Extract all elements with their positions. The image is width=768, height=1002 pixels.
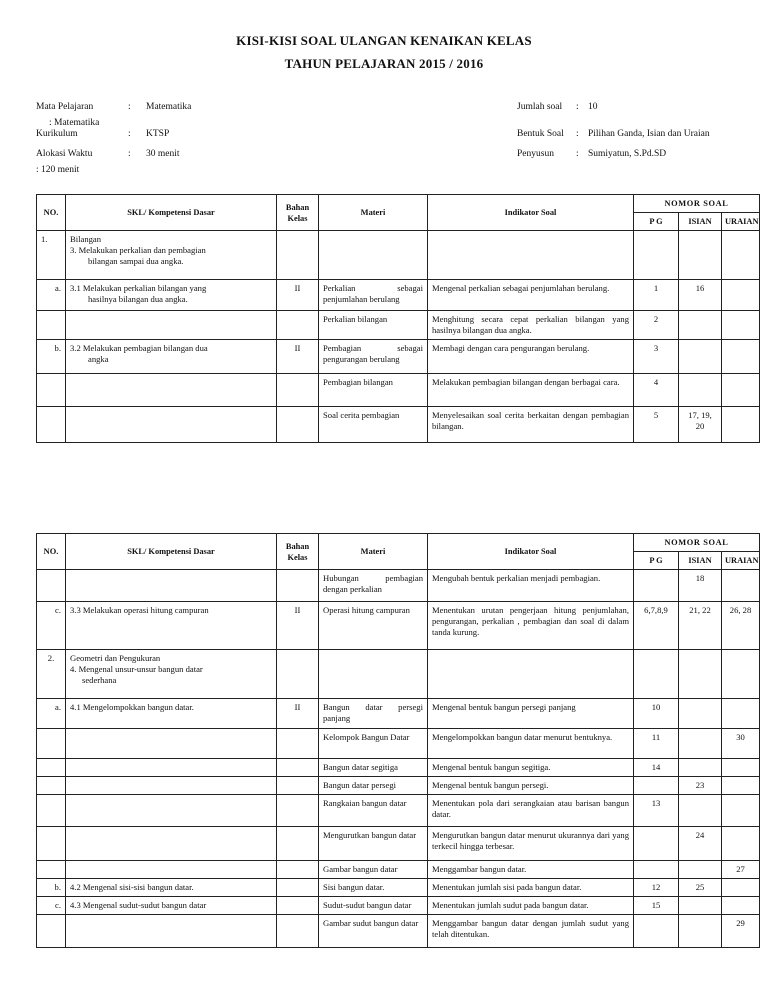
cell-indikator: Mengenal bentuk bangun segitiga. xyxy=(428,759,634,777)
cell-uraian xyxy=(722,827,760,861)
colon: : xyxy=(128,129,131,139)
document-title: KISI-KISI SOAL ULANGAN KENAIKAN KELAS xyxy=(236,33,532,48)
table-row xyxy=(37,311,760,340)
table-row xyxy=(37,570,760,602)
table-row xyxy=(37,777,760,795)
alokasi-label: Alokasi Waktu xyxy=(36,149,93,159)
cell-uraian xyxy=(722,699,760,729)
header-nomor-soal: NOMOR SOAL xyxy=(634,534,760,552)
cell-pg xyxy=(634,827,679,861)
cell-materi: Perkalian sebagai penjumlahan berulang xyxy=(319,280,428,311)
header-materi: Materi xyxy=(319,534,428,570)
table-row xyxy=(37,879,760,897)
cell-no: b. xyxy=(37,340,66,374)
table-row xyxy=(37,602,760,650)
header-skl: SKL/ Kompetensi Dasar xyxy=(66,534,277,570)
cell-isian xyxy=(679,374,722,407)
cell-isian: 18 xyxy=(679,570,722,602)
cell-indikator: Menentukan pola dari serangkaian atau barisan bangun datar. xyxy=(428,795,634,827)
cell-materi: Pembagian bilangan xyxy=(319,374,428,407)
cell-materi: Bangun datar persegi xyxy=(319,777,428,795)
cell-materi: Pembagian sebagai pengurangan berulang xyxy=(319,340,428,374)
table-row xyxy=(37,231,760,280)
cell-uraian xyxy=(722,759,760,777)
table-row xyxy=(37,861,760,879)
cell-materi: Sudut-sudut bangun datar xyxy=(319,897,428,915)
cell-indikator: Menentukan jumlah sudut pada bangun datar. xyxy=(428,897,634,915)
cell-skl: 3.2 Melakukan pembagian bilangan dua angka xyxy=(66,340,277,374)
mapel-value: Matematika xyxy=(146,102,192,112)
header-bahan-kelas: Bahan Kelas xyxy=(277,195,319,231)
cell-uraian: 30 xyxy=(722,729,760,759)
cell-pg: 15 xyxy=(634,897,679,915)
alokasi-value: 30 menit xyxy=(146,149,180,159)
cell-pg: 10 xyxy=(634,699,679,729)
cell-skl: 4.1 Mengelompokkan bangun datar. xyxy=(66,699,277,729)
header-uraian: URAIAN xyxy=(722,552,760,570)
cell-uraian xyxy=(722,897,760,915)
cell-kelas: II xyxy=(277,340,319,374)
mapel-extra: : Matematika xyxy=(49,118,100,128)
cell-no: b. xyxy=(37,879,66,897)
table-row xyxy=(37,280,760,311)
cell-indikator: Mengelompokkan bangun datar menurut bentuknya. xyxy=(428,729,634,759)
cell-uraian xyxy=(722,280,760,311)
cell-skl: 3.3 Melakukan operasi hitung campuran xyxy=(66,602,277,650)
colon: : xyxy=(128,102,131,112)
header-indikator: Indikator Soal xyxy=(428,534,634,570)
bentuk-label: Bentuk Soal xyxy=(517,129,564,139)
cell-isian xyxy=(679,311,722,340)
cell-isian: 23 xyxy=(679,777,722,795)
cell-materi: Mengurutkan bangun datar xyxy=(319,827,428,861)
table-row xyxy=(37,650,760,699)
cell-materi: Sisi bangun datar. xyxy=(319,879,428,897)
header-nomor-soal: NOMOR SOAL xyxy=(634,195,760,213)
cell-pg: 2 xyxy=(634,311,679,340)
kurikulum-value: KTSP xyxy=(146,129,170,139)
table-row xyxy=(37,407,760,443)
header-pg: P G xyxy=(634,552,679,570)
colon: : xyxy=(128,149,131,159)
cell-pg: 5 xyxy=(634,407,679,443)
header-indikator: Indikator Soal xyxy=(428,195,634,231)
cell-uraian xyxy=(722,407,760,443)
table-row xyxy=(37,340,760,374)
cell-isian xyxy=(679,915,722,948)
header-isian: ISIAN xyxy=(679,552,722,570)
cell-no: 1. xyxy=(37,231,66,280)
cell-materi: Soal cerita pembagian xyxy=(319,407,428,443)
cell-kelas: II xyxy=(277,280,319,311)
header-uraian: URAIAN xyxy=(722,213,760,231)
document-subtitle: TAHUN PELAJARAN 2015 / 2016 xyxy=(284,56,484,71)
cell-kelas: II xyxy=(277,602,319,650)
cell-pg: 11 xyxy=(634,729,679,759)
cell-uraian xyxy=(722,795,760,827)
cell-pg: 13 xyxy=(634,795,679,827)
cell-no: a. xyxy=(37,699,66,729)
cell-pg: 6,7,8,9 xyxy=(634,602,679,650)
cell-isian: 25 xyxy=(679,879,722,897)
cell-pg: 12 xyxy=(634,879,679,897)
cell-indikator: Mengenal perkalian sebagai penjumlahan berulang. xyxy=(428,280,634,311)
cell-uraian xyxy=(722,374,760,407)
cell-isian xyxy=(679,759,722,777)
cell-no: 2. xyxy=(37,650,66,699)
cell-indikator: Menyelesaikan soal cerita berkaitan dengan pembagian bilangan. xyxy=(428,407,634,443)
cell-isian: 21, 22 xyxy=(679,602,722,650)
cell-isian xyxy=(679,861,722,879)
cell-isian xyxy=(679,340,722,374)
header-materi: Materi xyxy=(319,195,428,231)
alokasi-extra: : 120 menit xyxy=(36,165,80,175)
cell-indikator: Mengurutkan bangun datar menurut ukurannya dari yang terkecil hingga terbesar. xyxy=(428,827,634,861)
cell-indikator: Mengenal bentuk bangun persegi panjang xyxy=(428,699,634,729)
cell-materi: Rangkaian bangun datar xyxy=(319,795,428,827)
cell-uraian xyxy=(722,340,760,374)
cell-pg: 3 xyxy=(634,340,679,374)
jumlah-label: Jumlah soal xyxy=(517,102,563,112)
cell-skl: 4.3 Mengenal sudut-sudut bangun datar xyxy=(66,897,277,915)
colon: : xyxy=(576,102,579,112)
cell-isian: 24 xyxy=(679,827,722,861)
bentuk-value: Pilihan Ganda, Isian dan Uraian xyxy=(588,129,710,139)
cell-materi: Perkalian bilangan xyxy=(319,311,428,340)
kisi-table-1 xyxy=(36,194,760,443)
cell-materi: Bangun datar persegi panjang xyxy=(319,699,428,729)
cell-no: c. xyxy=(37,602,66,650)
cell-indikator: Membagi dengan cara pengurangan berulang. xyxy=(428,340,634,374)
mapel-label: Mata Pelajaran xyxy=(36,102,94,112)
cell-skl: Geometri dan Pengukuran 4. Mengenal unsur-unsur bangun datar sederhana xyxy=(66,650,277,699)
kisi-table-2 xyxy=(36,533,760,948)
cell-indikator: Melakukan pembagian bilangan dengan berbagai cara. xyxy=(428,374,634,407)
cell-materi: Hubungan pembagian dengan perkalian xyxy=(319,570,428,602)
table-row xyxy=(37,374,760,407)
cell-pg xyxy=(634,861,679,879)
colon: : xyxy=(576,129,579,139)
cell-indikator: Mengubah bentuk perkalian menjadi pembagian. xyxy=(428,570,634,602)
penyusun-label: Penyusun xyxy=(517,149,554,159)
colon: : xyxy=(576,149,579,159)
cell-uraian: 27 xyxy=(722,861,760,879)
header-no: NO. xyxy=(37,534,66,570)
cell-pg xyxy=(634,570,679,602)
table-row xyxy=(37,729,760,759)
header-pg: P G xyxy=(634,213,679,231)
cell-isian: 17, 19, 20 xyxy=(679,407,722,443)
cell-indikator: Menghitung secara cepat perkalian bilangan yang hasilnya bilangan dua angka. xyxy=(428,311,634,340)
table-row xyxy=(37,827,760,861)
cell-indikator: Menentukan urutan pengerjaan hitung penjumlahan, pengurangan, perkalian , pembagian dan soal di dalam tanda kurung. xyxy=(428,602,634,650)
cell-pg: 4 xyxy=(634,374,679,407)
cell-uraian: 26, 28 xyxy=(722,602,760,650)
cell-no: c. xyxy=(37,897,66,915)
cell-pg: 1 xyxy=(634,280,679,311)
cell-materi: Operasi hitung campuran xyxy=(319,602,428,650)
kurikulum-label: Kurikulum xyxy=(36,129,78,139)
cell-isian xyxy=(679,897,722,915)
cell-pg xyxy=(634,777,679,795)
cell-materi: Bangun datar segitiga xyxy=(319,759,428,777)
cell-isian: 16 xyxy=(679,280,722,311)
cell-materi: Kelompok Bangun Datar xyxy=(319,729,428,759)
table-row xyxy=(37,795,760,827)
cell-indikator: Menentukan jumlah sisi pada bangun datar. xyxy=(428,879,634,897)
header-no: NO. xyxy=(37,195,66,231)
table-row xyxy=(37,699,760,729)
cell-indikator: Mengenal bentuk bangun persegi. xyxy=(428,777,634,795)
cell-kelas: II xyxy=(277,699,319,729)
cell-uraian xyxy=(722,570,760,602)
cell-indikator: Menggambar bangun datar. xyxy=(428,861,634,879)
cell-skl: Bilangan 3. Melakukan perkalian dan pembagian bilangan sampai dua angka. xyxy=(66,231,277,280)
cell-skl: 4.2 Mengenal sisi-sisi bangun datar. xyxy=(66,879,277,897)
cell-skl: 3.1 Melakukan perkalian bilangan yang hasilnya bilangan dua angka. xyxy=(66,280,277,311)
jumlah-value: 10 xyxy=(588,102,598,112)
cell-uraian xyxy=(722,777,760,795)
cell-indikator: Menggambar bangun datar dengan jumlah sudut yang telah ditentukan. xyxy=(428,915,634,948)
cell-isian xyxy=(679,795,722,827)
header-bahan-kelas: Bahan Kelas xyxy=(277,534,319,570)
cell-uraian xyxy=(722,879,760,897)
header-skl: SKL/ Kompetensi Dasar xyxy=(66,195,277,231)
table-row xyxy=(37,915,760,948)
cell-uraian: 29 xyxy=(722,915,760,948)
table-row xyxy=(37,759,760,777)
cell-no: a. xyxy=(37,280,66,311)
cell-materi: Gambar sudut bangun datar xyxy=(319,915,428,948)
cell-uraian xyxy=(722,311,760,340)
cell-isian xyxy=(679,729,722,759)
table-row xyxy=(37,897,760,915)
cell-pg: 14 xyxy=(634,759,679,777)
header-isian: ISIAN xyxy=(679,213,722,231)
cell-isian xyxy=(679,699,722,729)
cell-materi: Gambar bangun datar xyxy=(319,861,428,879)
penyusun-value: Sumiyatun, S.Pd.SD xyxy=(588,149,667,159)
cell-pg xyxy=(634,915,679,948)
